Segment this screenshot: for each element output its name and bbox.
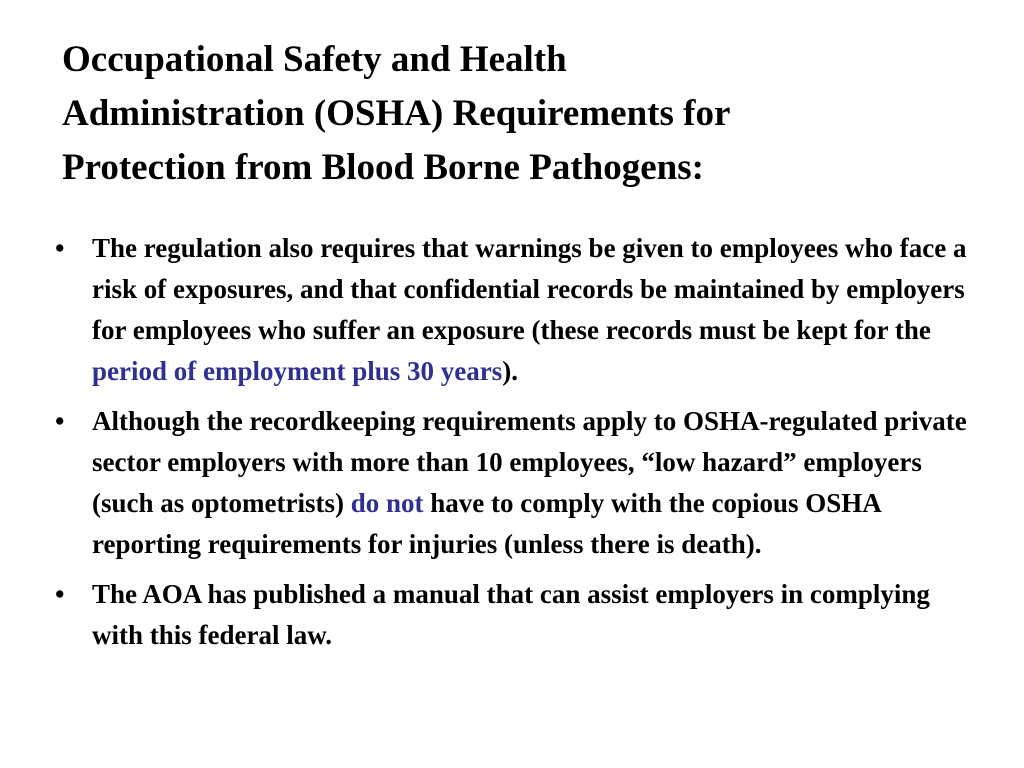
bullet-text-end: ). [502, 356, 518, 386]
slide-title [62, 33, 982, 195]
highlighted-text: period of employment plus 30 years [92, 356, 503, 386]
bullet-marker: • [55, 579, 65, 609]
bullet-text: The regulation also requires that warnings be given to employees who face a risk of exposures, and that confidential records be maintained by employers for employees who suffer an exposure (these records must be kept for the [92, 233, 967, 345]
title-line-2: Administration (OSHA) Requirements for [62, 93, 731, 134]
title-line-3: Protection from Blood Borne Pathogens: [62, 147, 704, 188]
bullet-item-aoa-manual [0, 574, 967, 656]
bullet-item-recordkeeping [0, 401, 967, 565]
highlighted-text: do not [350, 488, 424, 518]
bullet-text: Although the recordkeeping requirements apply to OSHA-regulated private sector employers with more than 10 employees, “low hazard” employers (such as optometrists) [92, 406, 967, 518]
bullet-marker: • [55, 406, 65, 436]
bullet-marker: • [55, 233, 65, 263]
bullet-text-end: have to comply with the copious OSHA reporting requirements for injuries (unless there is death). [92, 488, 881, 559]
bullet-item-warnings [0, 228, 967, 392]
bullet-text: The AOA has published a manual that can assist employers in complying with this federal law. [92, 579, 930, 650]
bullet-list [0, 228, 1024, 665]
title-line-1: Occupational Safety and Health [62, 39, 567, 80]
